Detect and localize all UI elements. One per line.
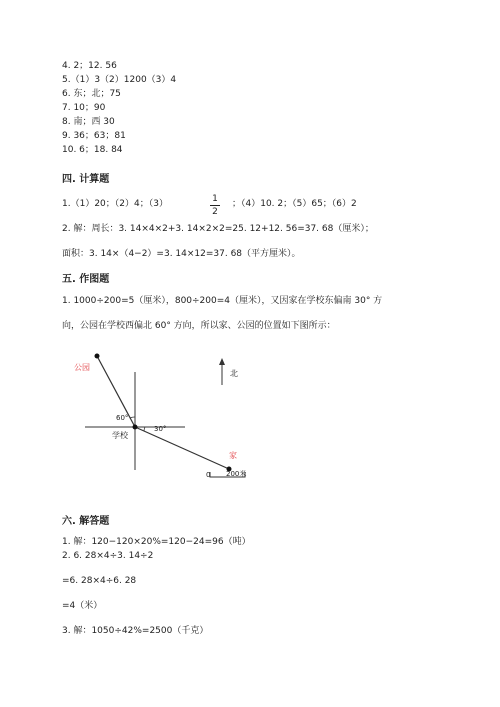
drawing-text-line-1: 1. 1000÷200=5（厘米），800÷200=4（厘米），又因家在学校东偏南 30° 方 — [62, 296, 383, 306]
fraction-numerator: 1 — [212, 194, 218, 204]
calc-line-2: 2. 解：周长：3. 14×4×2+3. 14×2×2=25. 12+12. 56=37. 68（厘米）； — [62, 224, 374, 234]
answer-4: 4. 2；12. 56 — [62, 61, 117, 71]
home-label: 家 — [229, 451, 237, 460]
solution-line-5: 3. 解：1050÷42%=2500（千克） — [62, 626, 209, 636]
solution-line-1: 1. 解：120−120×20%=120−24=96（吨） — [62, 537, 251, 547]
answer-9: 9. 36；63；81 — [62, 131, 126, 141]
angle-60-label: 60° — [116, 414, 129, 422]
school-dot — [133, 425, 138, 430]
answer-10: 10. 6；18. 84 — [62, 145, 123, 155]
school-label: 学校 — [112, 431, 128, 440]
calc-line-3: 面积：3. 14×（4−2）=3. 14×12=37. 68（平方厘米）。 — [62, 249, 301, 259]
north-label: 北 — [230, 369, 238, 378]
scale-zero-label: 0 — [206, 471, 211, 479]
angle-30-label: 30° — [154, 425, 167, 433]
school-home-line — [135, 427, 229, 469]
drawing-text-line-2: 向，公园在学校西偏北 60° 方向，所以家、公园的位置如下图所示： — [62, 321, 336, 331]
section-heading-solutions: 六. 解答题 — [62, 516, 110, 527]
scale-length-label: 200米 — [226, 470, 247, 478]
solution-line-2: 2. 6. 28×4÷3. 14÷2 — [62, 551, 154, 561]
section-heading-calculation: 四. 计算题 — [62, 174, 110, 185]
park-label: 公园 — [74, 363, 90, 372]
solution-line-4: =4（米） — [62, 601, 103, 611]
answer-5: 5.（1）3（2）1200（3）4 — [62, 75, 177, 85]
angle-60-arc — [130, 417, 135, 418]
answer-6: 6. 东；北；75 — [62, 89, 121, 99]
answer-7: 7. 10；90 — [62, 103, 106, 113]
calc-line-1-part-a: 1.（1）20；（2）4；（3） — [62, 199, 168, 209]
angle-30-arc — [144, 427, 145, 431]
fraction-denominator: 2 — [212, 207, 218, 217]
park-dot — [95, 354, 100, 359]
solution-line-3: =6. 28×4÷6. 28 — [62, 576, 137, 586]
answer-8: 8. 南；西 30 — [62, 117, 115, 127]
north-arrow-icon — [219, 358, 225, 365]
section-heading-drawing: 五. 作图题 — [62, 274, 110, 285]
calc-line-1-part-b: ；（4）10. 2；（5）65；（6）2 — [232, 199, 357, 209]
